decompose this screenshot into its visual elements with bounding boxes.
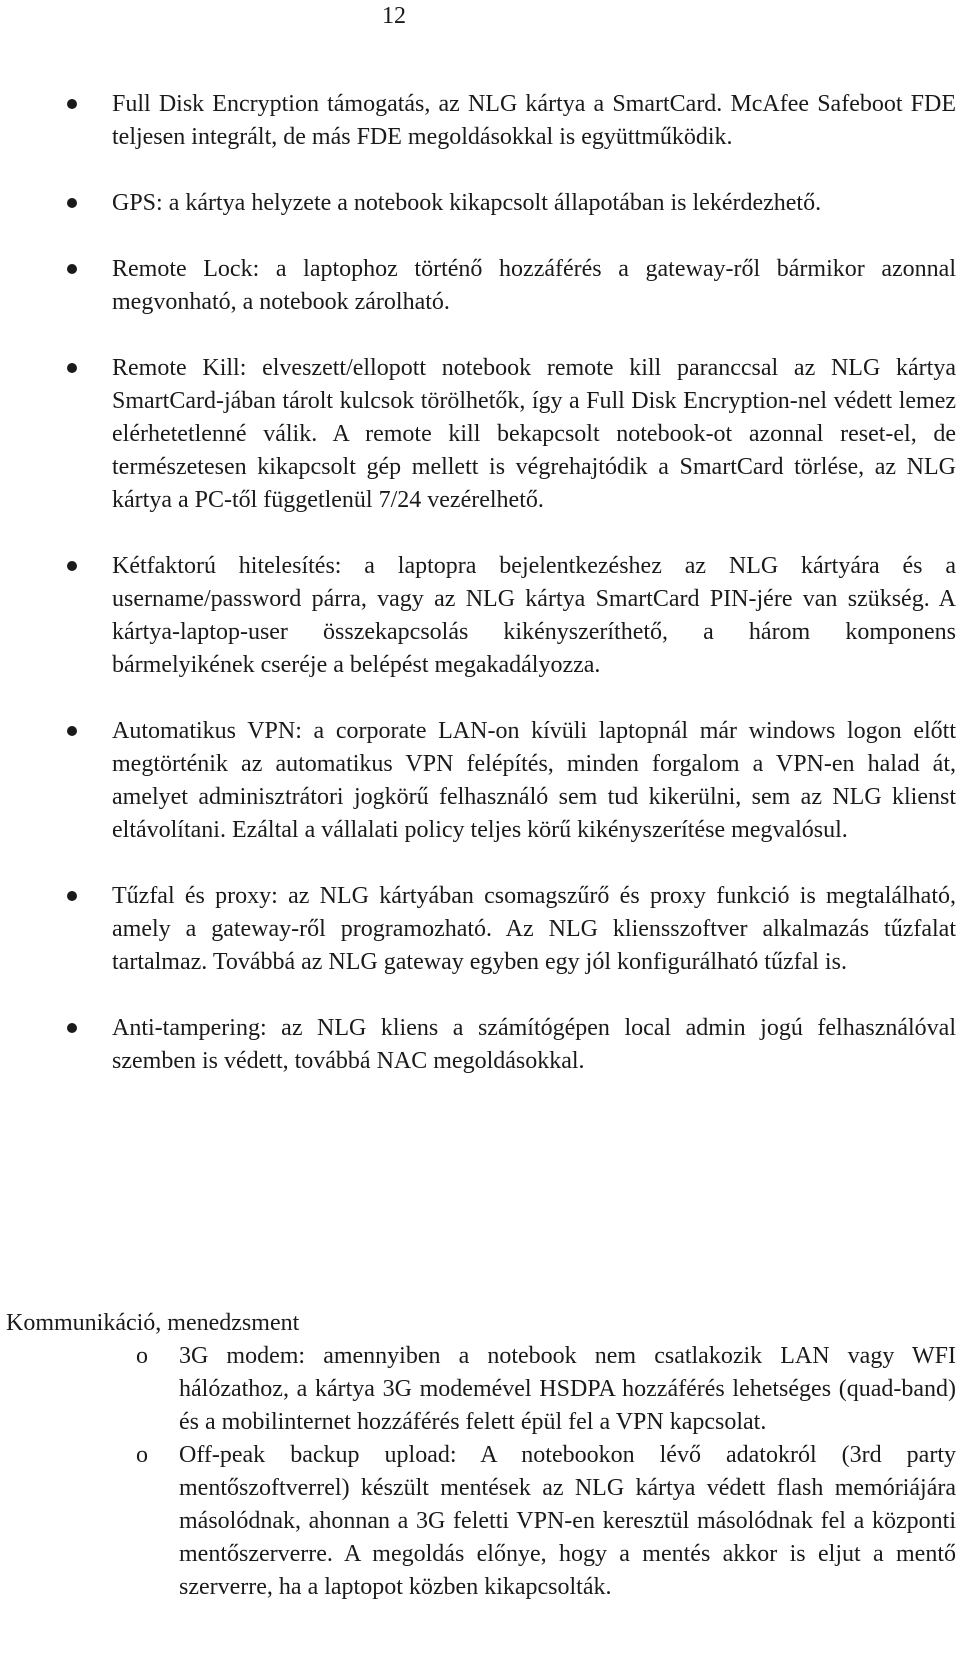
communication-sub-list: [0, 1340, 960, 1604]
list-item: [0, 253, 960, 319]
list-item: [0, 550, 960, 682]
bullet-text: Remote Kill: elveszett/ellopott notebook remote kill paranccsal az NLG kártya SmartCard-jában tárolt kulcsok törölhetők, így a Full Disk Encryption-nel védett lemez elérhetetlenné válik. A remote kill bekapcsolt notebook-ot azonnal reset-el, de természetesen kikapcsolt gép mellett is végrehajtódik a SmartCard törlése, az NLG kártya a PC-től függetlenül 7/24 vezérelhető.: [112, 355, 956, 513]
bullet-icon: [67, 891, 77, 901]
feature-bullet-list: [0, 88, 960, 1111]
bullet-text: Automatikus VPN: a corporate LAN-on kívüli laptopnál már windows logon előtt megtörténik az automatikus VPN felépítés, minden forgalom a VPN-en halad át, amelyet adminisztrátori jogkörű felhasználó sem tud kikerülni, sem az NLG klienst eltávolítani. Ezáltal a vállalati policy teljes körű kikényszerítése megvalósul.: [112, 718, 956, 843]
bullet-icon: [67, 198, 77, 208]
list-item: [0, 88, 960, 154]
sub-bullet-marker: o: [136, 1442, 148, 1468]
bullet-icon: [67, 726, 77, 736]
list-item: [0, 1012, 960, 1078]
list-item: [0, 352, 960, 517]
list-item: [0, 715, 960, 847]
sub-item-text: Off-peak backup upload: A notebookon lévő adatokról (3rd party mentőszoftverrel) készült mentések az NLG kártya védett flash memóriájára másolódnak, ahonnan a 3G feletti VPN-en keresztül másolódnak fel a központi mentőszerverre. A megoldás előnye, hogy a mentés akkor is eljut a mentő szerverre, ha a laptopot közben kikapcsolták.: [179, 1442, 956, 1600]
bullet-icon: [67, 363, 77, 373]
list-item: [0, 880, 960, 979]
bullet-text: Kétfaktorú hitelesítés: a laptopra bejelentkezéshez az NLG kártyára és a username/password párra, vagy az NLG kártya SmartCard PIN-jére van szükség. A kártya-laptop-user összekapcsolás kikényszeríthető, a három komponens bármelyikének cseréje a belépést megakadályozza.: [112, 553, 956, 678]
page-number: 12: [382, 3, 406, 29]
list-item: [0, 1439, 960, 1604]
section-heading: Kommunikáció, menedzsment: [6, 1310, 300, 1336]
bullet-icon: [67, 561, 77, 571]
bullet-icon: [67, 1023, 77, 1033]
bullet-text: Tűzfal és proxy: az NLG kártyában csomagszűrő és proxy funkció is megtalálható, amely a gateway-ről programozható. Az NLG kliensszoftver alkalmazás tűzfalat tartalmaz. Továbbá az NLG gateway egyben egy jól konfigurálható tűzfal is.: [112, 883, 956, 975]
bullet-text: Anti-tampering: az NLG kliens a számítógépen local admin jogú felhasználóval szemben is védett, továbbá NAC megoldásokkal.: [112, 1015, 956, 1074]
bullet-text: GPS: a kártya helyzete a notebook kikapcsolt állapotában is lekérdezhető.: [112, 190, 822, 216]
bullet-icon: [67, 264, 77, 274]
list-item: [0, 1340, 960, 1439]
bullet-icon: [67, 99, 77, 109]
list-item: [0, 187, 960, 220]
bullet-text: Remote Lock: a laptophoz történő hozzáférés a gateway-ről bármikor azonnal megvonható, a notebook zárolható.: [112, 256, 956, 315]
sub-bullet-marker: o: [136, 1343, 148, 1369]
sub-item-text: 3G modem: amennyiben a notebook nem csatlakozik LAN vagy WFI hálózathoz, a kártya 3G modemével HSDPA hozzáférés lehetséges (quad-band) és a mobilinternet hozzáférés felett épül fel a VPN kapcsolat.: [179, 1343, 956, 1435]
bullet-text: Full Disk Encryption támogatás, az NLG kártya a SmartCard. McAfee Safeboot FDE teljesen integrált, de más FDE megoldásokkal is együttműködik.: [112, 91, 956, 150]
